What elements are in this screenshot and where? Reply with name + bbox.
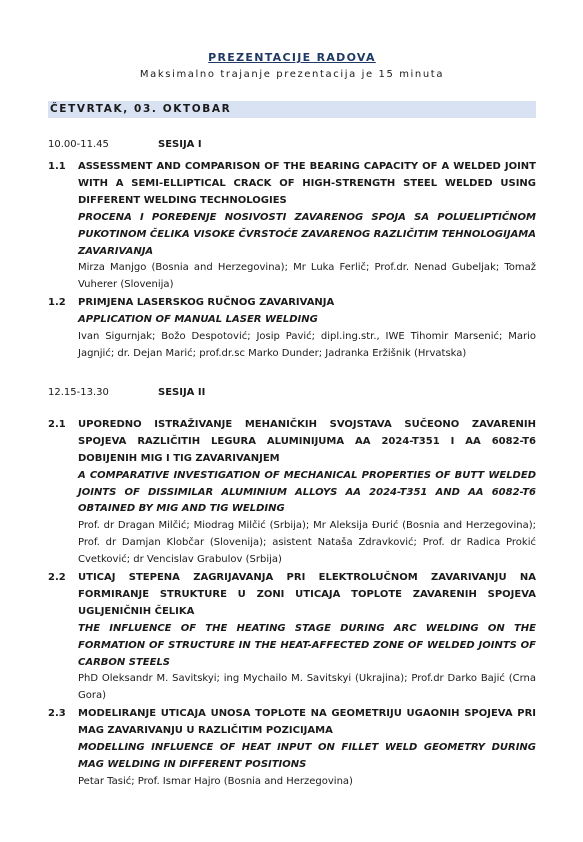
session-heading xyxy=(48,137,536,153)
item-alt-title: THE INFLUENCE OF THE HEATING STAGE DURING ARC WELDING ON THE FORMATION OF STRUCTURE IN THE HEAT-AFFECTED ZONE OF WELDED JOINTS OF CARBON STEELS xyxy=(78,622,536,668)
presentation-item xyxy=(48,570,536,705)
item-number: 1.1 xyxy=(48,161,66,172)
item-number: 2.3 xyxy=(48,708,66,720)
item-authors: Prof. dr Dragan Milčić; Miodrag Milčić (Srbija); Mr Aleksija Đurić (Bosnia and Herzegovina); Prof. dr Damjan Klobčar (Slovenija); asistent Nataša Zdravković; Prof. dr Radica Prokić Cvetković; dr Vencislav Grabulov (Srbija) xyxy=(78,520,536,566)
item-alt-title: MODELLING INFLUENCE OF HEAT INPUT ON FILLET WELD GEOMETRY DURING MAG WELDING IN DIFFERENT POSITIONS xyxy=(78,742,536,770)
session-name: SESIJA II xyxy=(158,386,206,398)
item-authors: PhD Oleksandr M. Savitskyi; ing Mychailo M. Savitskyi (Ukrajina); Prof.dr Darko Bajić (Crna Gora) xyxy=(78,673,536,702)
item-number: 2.2 xyxy=(48,572,66,584)
item-authors: Mirza Manjgo (Bosnia and Herzegovina); Mr Luka Ferlič; Prof.dr. Nenad Gubeljak; Tomaž Vuherer (Slovenija) xyxy=(78,262,536,291)
item-number: 2.1 xyxy=(48,418,66,430)
item-title: UPOREDNO ISTRAŽIVANJE MEHANIČKIH SVOJSTAVA SUČEONO ZAVARENIH SPOJEVA RAZLIČITIH LEGURA ALUMINIJUMA AA 2024-T351 I AA 6082-T6 DOBIJENIH MIG I TIG ZAVARIVANJEM xyxy=(78,418,536,464)
presentation-item xyxy=(48,706,536,791)
presentation-item xyxy=(48,417,536,569)
item-title: PRIMJENA LASERSKOG RUČNOG ZAVARIVANJA xyxy=(78,297,335,309)
item-title: UTICAJ STEPENA ZAGRIJAVANJA PRI ELEKTROLUČNOM ZAVARIVANJU NA FORMIRANJE STRUKTURE U ZONI UTICAJA TOPLOTE ZAVARENIH SPOJEVA UGLJENIČNIH ČELIKA xyxy=(78,572,536,617)
item-authors: Ivan Sigurnjak; Božo Despotović; Josip Pavić; dipl.ing.str., IWE Tihomir Marsenić; Mario Jagnjić; dr. Dejan Marić; prof.dr.sc Marko Dunder; Jadranka Eržišnik (Hrvatska) xyxy=(78,331,536,359)
session-heading xyxy=(48,385,536,401)
item-alt-title: APPLICATION OF MANUAL LASER WELDING xyxy=(78,314,318,326)
item-alt-title: A COMPARATIVE INVESTIGATION OF MECHANICAL PROPERTIES OF BUTT WELDED JOINTS OF DISSIMILAR ALUMINIUM ALLOYS AA 2024-T351 AND AA 6082-T6 OBTAINED BY MIG AND TIG WELDING xyxy=(78,469,536,515)
item-authors: Petar Tasić; Prof. Ismar Hajro (Bosnia and Herzegovina) xyxy=(78,775,353,787)
program-page xyxy=(48,50,536,791)
item-title: MODELIRANJE UTICAJA UNOSA TOPLOTE NA GEOMETRIJU UGAONIH SPOJEVA PRI MAG ZAVARIVANJU U RAZLIČITIM POZICIJAMA xyxy=(78,708,536,737)
item-alt-title: PROCENA I POREĐENJE NOSIVOSTI ZAVARENOG SPOJA SA POLUELIPTIČNOM PUKOTINOM ČELIKA VISOKE ČVRSTOĆE ZAVARENOG RAZLIČITIM TEHNOLOGIJAMA ZAVARIVANJA xyxy=(78,211,536,257)
day-heading: ČETVRTAK, 03. OKTOBAR xyxy=(48,101,536,118)
page-title: PREZENTACIJE RADOVA xyxy=(208,51,376,64)
presentation-item xyxy=(48,295,536,363)
presentation-item xyxy=(48,159,536,294)
page-subtitle: Maksimalno trajanje prezentacija je 15 minuta xyxy=(139,69,445,80)
item-number: 1.2 xyxy=(48,297,66,309)
session-name: SESIJA I xyxy=(158,139,202,150)
session-time: 10.00-11.45 xyxy=(48,139,109,150)
item-title: ASSESSMENT AND COMPARISON OF THE BEARING CAPACITY OF A WELDED JOINT WITH A SEMI-ELLIPTICAL CRACK OF HIGH-STRENGTH STEEL WELDED USING DIFFERENT WELDING TECHNOLOGIES xyxy=(78,161,536,206)
session-time: 12.15-13.30 xyxy=(48,386,109,398)
